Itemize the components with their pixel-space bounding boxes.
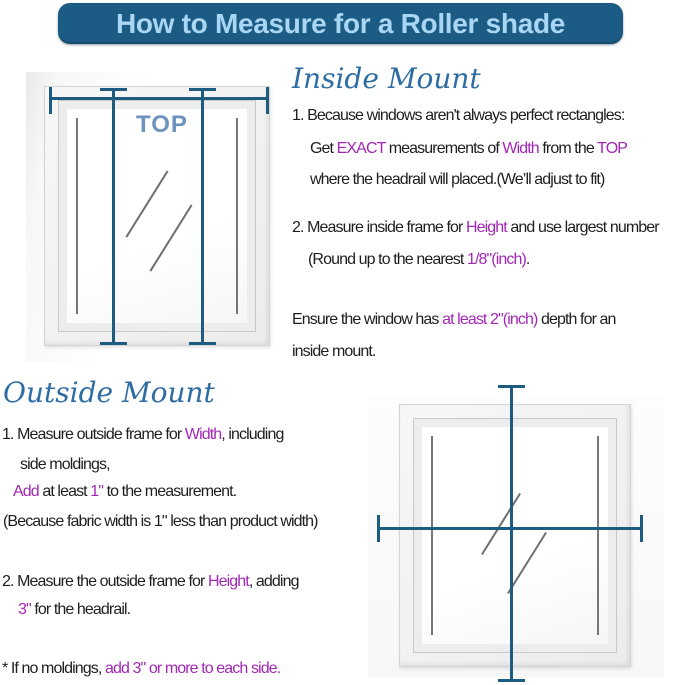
instruction-line: 1. Measure outside frame for Width, including xyxy=(2,426,284,443)
height-measure-cap xyxy=(100,88,127,91)
height-measure-cap xyxy=(498,385,525,388)
height-measure-line xyxy=(510,386,513,682)
instruction-line: inside mount. xyxy=(292,343,376,360)
height-measure-line xyxy=(201,89,204,345)
page-title: How to Measure for a Roller shade xyxy=(115,7,566,39)
glass-reflection xyxy=(149,204,192,271)
width-measure-end-tick xyxy=(640,515,643,542)
width-measure-end-tick xyxy=(377,515,380,542)
outside-mount-heading: Outside Mount xyxy=(3,376,215,409)
height-measure-cap xyxy=(100,342,127,345)
width-measure-line xyxy=(50,97,268,100)
glass-edge-shadow xyxy=(431,436,433,636)
glass-reflection xyxy=(126,170,169,237)
window-glass xyxy=(422,427,608,644)
top-label: TOP xyxy=(136,111,188,138)
glass-edge-shadow xyxy=(76,118,78,315)
window-outer-frame xyxy=(399,404,631,667)
instruction-line: 2. Measure the outside frame for Height, adding xyxy=(2,573,299,590)
height-measure-line xyxy=(112,89,115,345)
inside-mount-heading: Inside Mount xyxy=(292,62,481,95)
instruction-line: Get EXACT measurements of Width from the TOP xyxy=(310,140,628,157)
instruction-line: where the headrail will placed.(We’ll adjust to fit) xyxy=(310,171,605,188)
width-measure-line xyxy=(378,527,642,530)
height-measure-cap xyxy=(189,342,216,345)
width-measure-end-tick xyxy=(49,87,52,114)
outside-mount-window-photo xyxy=(368,396,664,678)
instruction-line: side moldings, xyxy=(20,456,110,473)
glass-edge-shadow xyxy=(236,118,238,315)
window-glass xyxy=(67,109,247,323)
window-inner-frame xyxy=(414,419,616,652)
instruction-line: (Because fabric width is 1" less than product width) xyxy=(3,513,318,530)
instruction-line: 2. Measure inside frame for Height and use largest number xyxy=(292,219,659,236)
title-banner xyxy=(58,3,623,44)
width-measure-end-tick xyxy=(266,87,269,114)
instruction-line: Add at least 1" to the measurement. xyxy=(13,483,237,500)
instruction-line: * If no moldings, add 3" or more to each side. xyxy=(2,660,281,677)
glass-reflection xyxy=(507,532,547,594)
instruction-line: 3" for the headrail. xyxy=(18,601,131,618)
instruction-line: (Round up to the nearest 1/8"(inch). xyxy=(308,251,530,268)
glass-edge-shadow xyxy=(597,436,599,636)
instruction-line: Ensure the window has at least 2"(inch) depth for an xyxy=(292,311,616,328)
glass-reflection xyxy=(481,493,521,555)
instruction-line: 1. Because windows aren't always perfect rectangles: xyxy=(292,107,625,124)
height-measure-cap xyxy=(498,679,525,682)
height-measure-cap xyxy=(189,88,216,91)
